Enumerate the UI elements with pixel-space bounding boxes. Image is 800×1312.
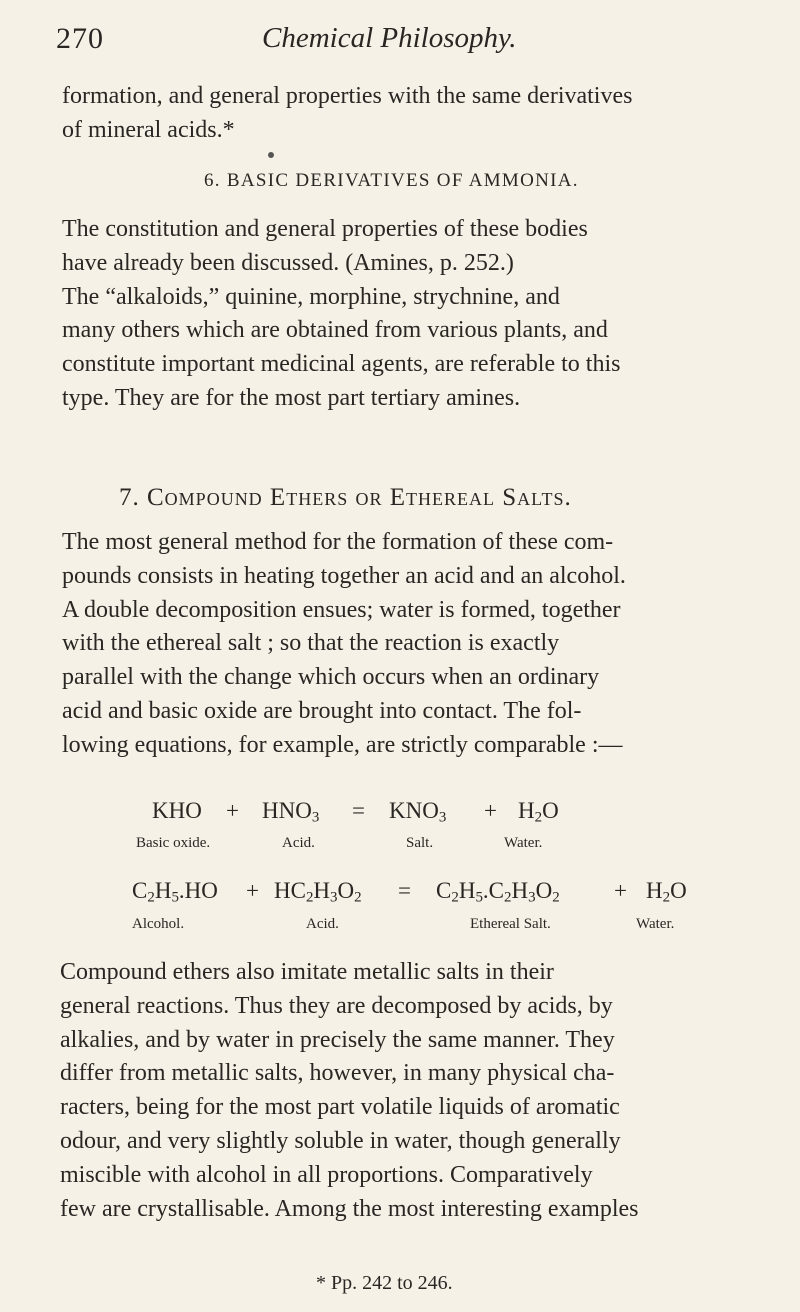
text-line: acid and basic oxide are brought into contact. The fol- [62,697,582,724]
text-line: pounds consists in heating together an acid and an alcohol. [62,562,626,589]
text-line: parallel with the change which occurs when an ordinary [62,664,600,691]
text-line: The constitution and general properties of these bodies [62,216,588,242]
text-line: racters, being for the most part volatile liquids of aromatic [60,1094,620,1121]
running-head: Chemical Philosophy. [262,22,517,54]
text-line: alkalies, and by water in precisely the same manner. They [60,1026,615,1053]
page-number: 270 [56,22,104,55]
eq1-term-kno3: $KNO_3$ [389,798,447,826]
intro-paragraph [62,80,752,148]
eq1-equals: = [352,798,365,823]
eq1-label: Salt. [406,835,434,851]
eq1-plus: + [226,798,239,823]
eq1-label: Basic oxide. [136,835,211,851]
eq2-plus: + [246,878,259,903]
section-6-paragraph [62,213,752,416]
final-paragraph [60,956,750,1226]
text-line: odour, and very slightly soluble in water, though generally [60,1127,621,1154]
eq1-label: Water. [504,835,543,851]
section-7-paragraph [62,526,752,763]
text-line: differ from metallic salts, however, in many physical cha- [60,1060,615,1087]
text-line: many others which are obtained from various plants, and [62,317,608,344]
text-line: lowing equations, for example, are strictly comparable :— [62,731,623,758]
section-6-heading: 6. BASIC DERIVATIVES OF AMMONIA. [204,170,579,191]
text-line: A double decomposition ensues; water is formed, together [62,596,621,623]
text-line: type. They are for the most part tertiary amines. [62,384,521,411]
footnote: * Pp. 242 to 246. [316,1272,453,1294]
text-line: with the ethereal salt ; so that the reaction is exactly [62,630,560,657]
eq1-term-kho: KHO [152,798,202,823]
section-7-heading: 7. Compound Ethers or Ethereal Salts. [119,484,572,511]
eq2-equals: = [398,878,411,903]
eq2-label: Acid. [306,916,339,932]
eq1-label: Acid. [282,835,315,851]
text-line: general reactions. Thus they are decomposed by acids, by [60,992,613,1019]
eq2-plus: + [614,878,627,903]
eq1-term-hno3: $HNO_3$ [262,798,320,826]
text-line: few are crystallisable. Among the most interesting examples [60,1195,639,1222]
text-line: have already been discussed. (Amines, p. 252.) [62,249,514,276]
text-line: constitute important medicinal agents, are referable to this [62,351,621,378]
text-line: miscible with alcohol in all proportions. Comparatively [60,1161,593,1188]
eq2-term-alcohol: $C_2H_5.HO$ [132,878,218,906]
eq2-label: Alcohol. [132,916,185,932]
page-header [56,22,776,62]
text-line: Compound ethers also imitate metallic salts in their [60,959,554,985]
eq2-term-acid: $HC_2H_3O_2$ [274,878,362,906]
eq1-plus: + [484,798,497,823]
eq2-term-ethereal-salt: $C_2H_5.C_2H_3O_2$ [436,878,560,906]
text-line: The “alkaloids,” quinine, morphine, strychnine, and [62,283,560,310]
eq2-label: Ethereal Salt. [470,916,551,932]
text-line: formation, and general properties with the same derivatives [62,83,633,109]
text-line: of mineral acids.* [62,116,235,143]
text-line: The most general method for the formation of these com- [62,529,614,555]
eq2-term-water: $H_2O$ [646,878,687,906]
ornament-dot [268,152,274,158]
eq1-term-water: $H_2O$ [518,798,559,826]
eq2-label: Water. [636,916,675,932]
